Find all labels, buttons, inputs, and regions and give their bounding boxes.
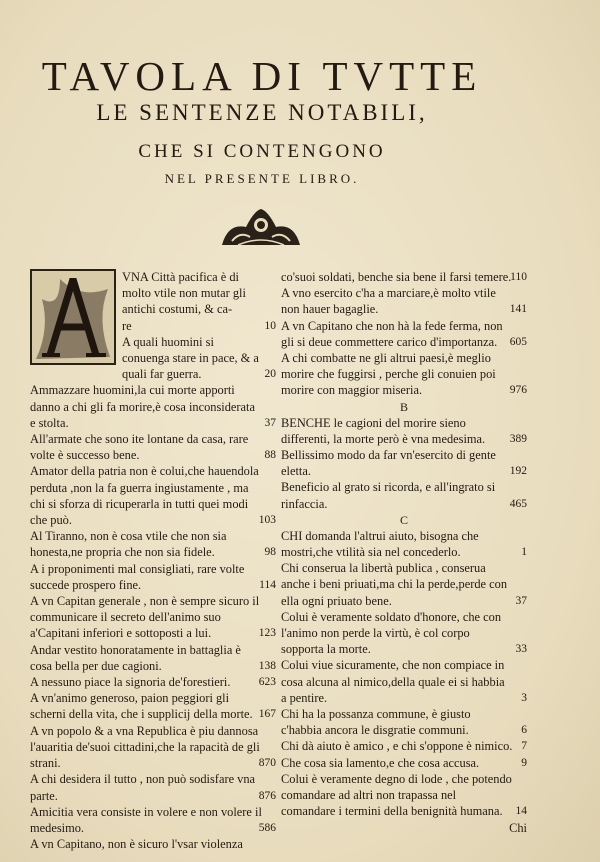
index-entry: Chi conserua la libertà publica , conserua anche i beni priuati,ma chi la perde,perde con ella ogni priuato bene. 37: [281, 561, 527, 608]
index-entry: A vn Capitano che non hà la fede ferma, non gli si deue commettere carico d'importanza. 605: [281, 318, 527, 349]
index-entry: Chi dà aiuto è amico , e chi s'oppone è nimico. 7: [281, 739, 527, 754]
index-entry: Beneficio al grato si ricorda, e all'ingrato si rinfaccia. 465: [281, 480, 527, 511]
index-entry: Colui viue sicuramente, che non compiace in cosa alcuna al nimico,della quale ei si habbia a pentire. 3: [281, 658, 527, 705]
index-entry: Andar vestito honoratamente in battaglia è cosa bella per due cagioni. 138: [30, 642, 276, 673]
ornament-icon: [218, 205, 304, 249]
index-entry: All'armate che sono ite lontane da casa, rare volte è successo bene. 88: [30, 432, 276, 463]
title-line-3: CHE SI CONTENGONO: [138, 141, 386, 162]
section-letter-c: C: [399, 512, 408, 527]
index-entry: Al Tiranno, non è cosa vtile che non sia honesta,ne propria che non sia fidele. 98: [30, 529, 276, 560]
index-entry: A chi combatte ne gli altrui paesi,è meglio morire che fuggirsi , perche gli conuien poi morire con maggior miseria. 976: [281, 351, 527, 398]
index-entry: A i proponimenti mal consigliati, rare volte succede prospero fine. 114: [30, 561, 276, 592]
index-entry: A chi desidera il tutto , non può sodisfare vna parte. 876: [30, 772, 276, 803]
index-entry: co'suoi soldati, benche sia bene il farsi temere. 110: [281, 270, 527, 284]
index-entry: CHI domanda l'altrui aiuto, bisogna che mostri,che vtilità sia nel concederlo. 1: [281, 528, 527, 560]
index-entry: Colui è veramente degno di lode , che potendo comandare ad altri non trapassa nel comandare i termini della benignità humana. 14: [281, 771, 527, 819]
index-entry: Che cosa sia lamento,e che cosa accusa. 9: [281, 755, 527, 770]
index-entry: Amicitia vera consiste in volere e non volere il medesimo. 586: [30, 804, 276, 835]
title-line-2: LE SENTENZE NOTABILI,: [96, 100, 428, 125]
catchword: Chi: [509, 820, 527, 835]
title-line-1: TAVOLA DI TVTTE: [41, 53, 483, 99]
index-entry: BENCHE le cagioni del morire sieno differenti, la morte però è vna medesima. 389: [281, 415, 527, 446]
index-column-left: [30, 269, 276, 852]
index-entry: A nessuno piace la signoria de'forestieri. 623: [30, 675, 276, 690]
index-entry: re 10: [122, 318, 276, 333]
index-entry: A vno esercito c'ha a marciare,è molto vtile non hauer bagaglie. 141: [281, 286, 527, 317]
index-entry: Amator della patria non è colui,che hauendola perduta ,non la fa guerra ingiustamente , ma chi si sforza di ricuperarla in tutti quei modi che può. 103: [30, 464, 276, 528]
section-letter-b: B: [399, 399, 408, 414]
index-column-right: [281, 269, 527, 836]
index-entry: Ammazzare huomini,la cui morte apporti danno a chi gli fa morire,è cosa inconsiderata e stolta. 37: [30, 383, 276, 430]
index-entry: A vn Capitano, non è sicuro l'vsar violenza: [30, 837, 243, 852]
index-entry: Chi ha la possanza commune, è giusto c'habbia ancora le disgratie communi. 6: [281, 707, 527, 738]
index-entry: A quali huomini si conuenga stare in pace, & a quali far guerra. 20: [122, 334, 276, 382]
title-line-4: NEL PRESENTE LIBRO.: [164, 171, 360, 186]
index-entry: A vn Capitan generale , non è sempre sicuro il communicare il secreto dell'animo suo a'Capitani inferiori e sottoposti a lui. 123: [30, 594, 276, 641]
index-entry: A vn popolo & a vna Republica è piu dannosa l'auaritia de'suoi cittadini,che la rapacità de gli strani. 870: [30, 723, 276, 771]
index-entry: Colui è veramente soldato d'honore, che con l'animo non perde la virtù, è col corpo sopporta la morte. 33: [281, 609, 527, 657]
index-entry: Bellissimo modo da far vn'esercito di gente eletta. 192: [281, 448, 527, 479]
index-entry: A vn'animo generoso, paion peggiori gli scherni della vita, che i supplicij della morte. 167: [30, 691, 276, 722]
index-entry: VNA Città pacifica è di molto vtile non mutar gli antichi costumi, & ca‑: [122, 270, 246, 317]
